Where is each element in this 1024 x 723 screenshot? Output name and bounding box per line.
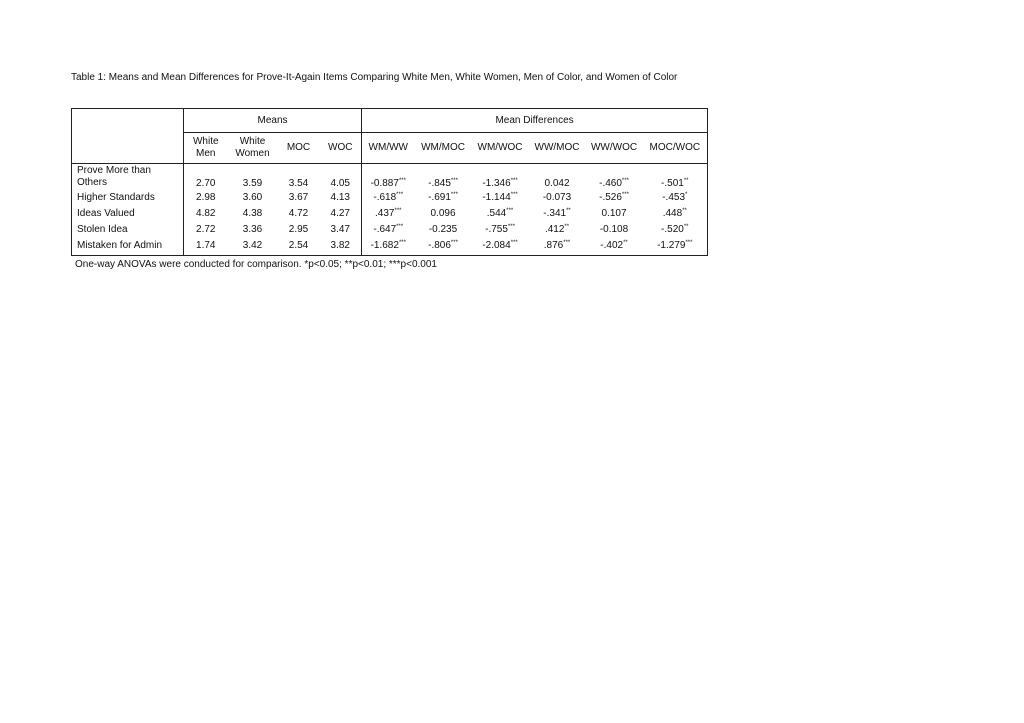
diff-cell (415, 238, 472, 256)
results-table (71, 108, 708, 256)
row-label-line: Others (77, 177, 108, 188)
diff-value: -.526 (599, 192, 622, 203)
table-row (72, 206, 708, 222)
diff-value: -.341 (543, 208, 567, 219)
diff-value: -1.346 (482, 178, 511, 189)
mean-cell: 4.27 (330, 208, 350, 219)
significance-marker: ** (564, 224, 570, 230)
col-header-wm-ww: WM/WW (362, 133, 415, 164)
col-header-white-men: White Men (184, 133, 228, 164)
mean-cell: 4.82 (184, 206, 228, 222)
diff-value: -0.108 (599, 224, 629, 235)
header-corner (72, 109, 184, 164)
diff-value: -.647 (373, 224, 397, 235)
diff-value: .437 (375, 208, 395, 219)
diff-value: -0.235 (428, 224, 458, 235)
significance-marker: *** (506, 208, 514, 214)
significance-marker: *** (394, 208, 402, 214)
diff-cell (586, 164, 643, 191)
mean-cell: 2.54 (288, 240, 309, 251)
diff-cell (472, 238, 529, 256)
row-label: Higher Standards (77, 192, 155, 203)
diff-value: 0.096 (430, 208, 456, 219)
diff-value: -.806 (428, 240, 451, 251)
diff-value: -.453 (662, 192, 686, 203)
diff-cell (362, 206, 415, 222)
row-label: Ideas Valued (77, 208, 135, 219)
diff-cell (529, 222, 586, 238)
mean-cell: 3.59 (242, 178, 263, 189)
mean-cell: 3.47 (330, 224, 350, 235)
diff-value: .876 (543, 240, 564, 251)
table-header (72, 109, 708, 164)
significance-marker: *** (621, 178, 629, 184)
diff-cell (643, 190, 708, 206)
diff-cell (529, 190, 586, 206)
mean-cell: 1.74 (184, 238, 228, 256)
diff-cell (362, 222, 415, 238)
diff-cell (415, 190, 472, 206)
mean-cell: 3.36 (242, 224, 263, 235)
significance-marker: ** (566, 208, 571, 214)
significance-marker: *** (450, 240, 458, 246)
diff-cell (586, 222, 643, 238)
significance-marker: * (685, 192, 688, 198)
means-group-header: Means (184, 109, 362, 133)
mean-cell: 3.54 (288, 178, 309, 189)
diff-value: -.460 (599, 178, 622, 189)
significance-marker: *** (398, 178, 406, 184)
significance-marker: ** (682, 208, 687, 214)
diff-value: -0.887 (370, 178, 399, 189)
col-header-moc-woc: MOC/WOC (649, 142, 701, 153)
table-footnote: One-way ANOVAs were conducted for comparison. *p<0.05; **p<0.01; ***p<0.001 (75, 259, 437, 270)
diff-value: 0.107 (601, 208, 627, 219)
diff-cell (586, 238, 643, 256)
table-body (72, 164, 708, 256)
significance-marker: ** (683, 178, 689, 184)
table-row (72, 190, 708, 206)
diff-cell (529, 238, 586, 256)
diff-value: -.691 (428, 192, 451, 203)
diff-value: -.501 (661, 178, 684, 189)
significance-marker: *** (510, 178, 518, 184)
diff-cell (643, 164, 708, 191)
table-row (72, 222, 708, 238)
diff-cell (586, 190, 643, 206)
diff-value: -.755 (485, 224, 508, 235)
mean-cell: 4.38 (242, 208, 263, 219)
significance-marker: ** (623, 240, 628, 246)
diff-cell (643, 222, 708, 238)
diff-cell (362, 190, 415, 206)
diff-value: -.845 (428, 178, 451, 189)
col-header-white-women: White Women (235, 136, 270, 159)
col-header-ww-woc: WW/WOC (590, 142, 638, 153)
diff-value: .544 (486, 208, 507, 219)
significance-marker: *** (398, 240, 406, 246)
diff-cell (529, 206, 586, 222)
col-header-wm-moc: WM/MOC (421, 142, 465, 153)
col-header-woc: WOC (328, 142, 353, 153)
diff-value: .448 (662, 208, 683, 219)
diff-value: .412 (544, 224, 565, 235)
significance-marker: *** (621, 192, 629, 198)
diff-cell (362, 164, 415, 191)
mean-cell: 3.82 (330, 240, 350, 251)
table-row (72, 164, 708, 191)
diff-cell (415, 164, 472, 191)
diff-cell (529, 164, 586, 191)
diff-value: -1.144 (482, 192, 511, 203)
diff-value: -.618 (373, 192, 397, 203)
mean-cell: 4.05 (330, 178, 350, 189)
diff-value: -2.084 (482, 240, 511, 251)
diff-cell (472, 206, 529, 222)
diff-cell (643, 238, 708, 256)
table-caption: Table 1: Means and Mean Differences for Prove-It-Again Items Comparing White Men, White Women, Men of Color, and Women of Color (71, 72, 678, 83)
col-header-moc: MOC (286, 142, 311, 153)
significance-marker: *** (450, 192, 458, 198)
significance-marker: *** (396, 224, 404, 230)
diff-value: 0.042 (544, 178, 570, 189)
diff-value: -0.073 (542, 192, 572, 203)
significance-marker: *** (507, 224, 515, 230)
diff-cell (415, 222, 472, 238)
significance-marker: *** (510, 240, 518, 246)
diff-cell (415, 206, 472, 222)
diff-group-header: Mean Differences (362, 109, 708, 133)
table-row (72, 238, 708, 256)
significance-marker: ** (683, 224, 689, 230)
mean-cell: 2.98 (184, 190, 228, 206)
mean-cell: 4.13 (330, 192, 350, 203)
diff-cell (472, 222, 529, 238)
row-label: Stolen Idea (77, 224, 128, 235)
col-header-ww-moc: WW/MOC (534, 142, 580, 153)
diff-value: -.520 (661, 224, 684, 235)
significance-marker: *** (685, 240, 693, 246)
diff-cell (643, 206, 708, 222)
diff-value: -1.682 (370, 240, 399, 251)
row-label-line: Prove More than (77, 165, 151, 176)
diff-cell (586, 206, 643, 222)
diff-cell (472, 164, 529, 191)
row-label: Mistaken for Admin (77, 240, 163, 251)
diff-cell (362, 238, 415, 256)
mean-cell: 4.72 (288, 208, 309, 219)
mean-cell: 3.67 (288, 192, 309, 203)
mean-cell: 3.60 (242, 192, 263, 203)
mean-cell: 2.72 (184, 222, 228, 238)
diff-cell (472, 190, 529, 206)
mean-cell: 3.42 (242, 240, 263, 251)
diff-value: -1.279 (657, 240, 686, 251)
diff-value: -.402 (600, 240, 624, 251)
significance-marker: *** (396, 192, 404, 198)
mean-cell: 2.95 (288, 224, 309, 235)
significance-marker: *** (563, 240, 571, 246)
row-label (72, 164, 184, 191)
significance-marker: *** (450, 178, 458, 184)
col-header-wm-woc: WM/WOC (477, 142, 523, 153)
mean-cell: 2.70 (184, 164, 228, 191)
significance-marker: *** (510, 192, 518, 198)
